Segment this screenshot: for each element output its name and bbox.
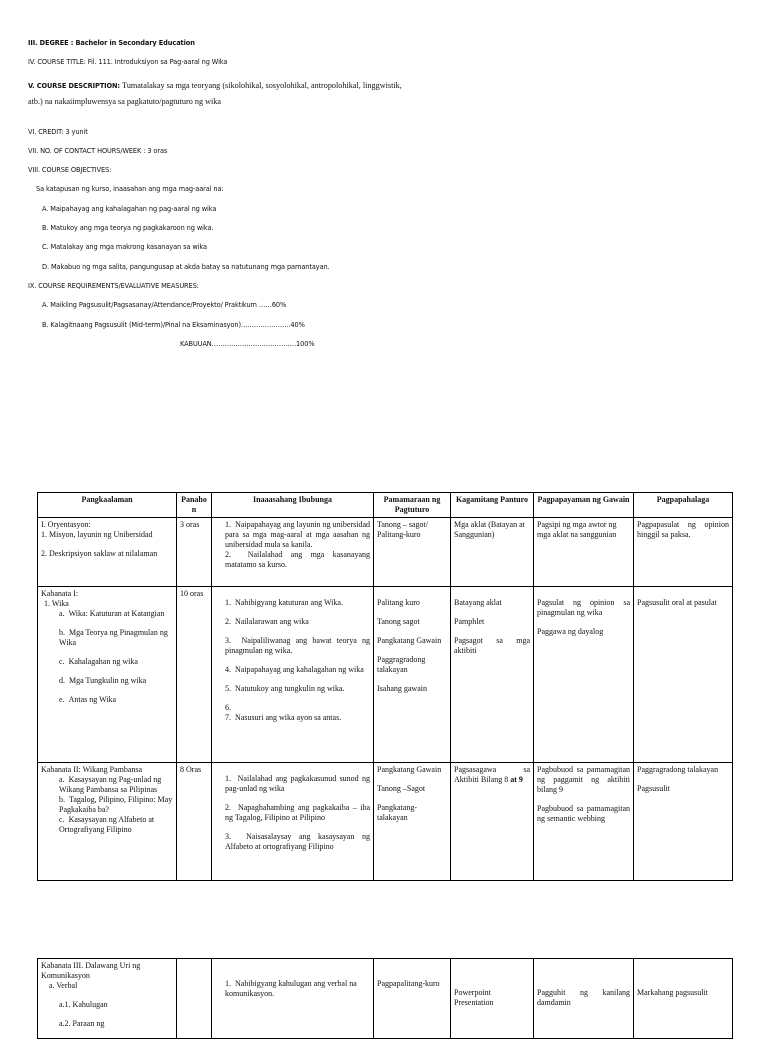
row4-method-text: Pagpapalitang-kuro (377, 979, 440, 988)
row1-topic (38, 518, 177, 587)
row2-outcome-3: 3. Naipaliliwanag ang bawat teorya ng pinagmulan ng wika. (225, 636, 371, 655)
row2-sub: 1. Wika (44, 599, 69, 608)
row2-values (634, 587, 733, 763)
row4-method (374, 959, 451, 1039)
row2-material-1: Batayang aklat (454, 598, 502, 607)
row4-outcomes (212, 959, 374, 1039)
syllabus-table-continued (37, 958, 733, 1039)
objective-a: A. Maipahayag ang kahalagahan ng pag-aaral ng wika (42, 205, 217, 213)
syllabus-table (37, 492, 733, 881)
row3-outcomes (212, 763, 374, 881)
row2-method-2: Tanong sagot (377, 617, 420, 626)
row2-topic-e: e. Antas ng Wika (59, 695, 117, 704)
course-description-label: V. COURSE DESCRIPTION: (28, 82, 123, 90)
table-row (38, 587, 733, 763)
course-description-line1 (28, 75, 402, 93)
row1-outcome-2: 2. Nailalahad ang mga kasanayang matatamo sa kurso. (225, 550, 370, 569)
row2-outcome-6: 6. (225, 703, 235, 712)
row3-topic-b: b. Tagalog, Pilipino, Filipino: May Pagkakaiba ba? (59, 795, 173, 814)
row2-topic-a: a. Wika: Katuturan at Katangian (59, 609, 165, 618)
row4-sub-1: a.1. Kahulugan (59, 1000, 108, 1009)
row3-outcome-3: 3. Naisasalaysay ang kasaysayan ng Alfabeto at ortografiyang Filipino (225, 832, 371, 851)
row2-enrichment-2: Paggawa ng dayalog (537, 627, 604, 636)
row3-methods (374, 763, 451, 881)
row4-topic (38, 959, 177, 1039)
row3-time: 8 Oras (177, 763, 212, 881)
row2-material-3: Pagsagot sa mga aktibiti (454, 636, 530, 655)
col-header-panahon: Panaho n (177, 493, 212, 518)
degree-line (28, 39, 195, 47)
objectives-title: VIII. COURSE OBJECTIVES: (28, 166, 112, 174)
row1-enrichment: Pagsipi ng mga awtor ng mga aklat na sanggunian (534, 518, 634, 587)
objective-c: C. Matalakay ang mga makrong kasanayan sa wika (42, 243, 207, 251)
requirements-title: IX. COURSE REQUIREMENTS/EVALUATIVE MEASURES: (28, 282, 199, 290)
row2-topic-b: b. Mga Teorya ng Pinagmulan ng Wika (59, 628, 168, 647)
row2-outcome-1: 1. Nabibigyang katuturan ang Wika. (225, 598, 343, 607)
row2-topic (38, 587, 177, 763)
row4-materials-text: Powerpoint Presentation (454, 988, 494, 1007)
course-title-line (28, 58, 227, 66)
row4-enrichment-text: Pagguhit ng kanilang damdamin (537, 988, 630, 1007)
course-title-text: IV. COURSE TITLE: Fil. 111. Introduksiyon sa Pag-aaral ng Wika (28, 58, 228, 66)
table-row (38, 518, 733, 587)
row3-values-1: Paggragradong talakayan (637, 765, 719, 774)
objective-d: D. Makabuo ng mga salita, pangungusap at akda batay sa natutunang mga pamantayan. (42, 263, 330, 271)
row3-values (634, 763, 733, 881)
row3-enrichment (534, 763, 634, 881)
row2-outcomes (212, 587, 374, 763)
row3-outcome-2: 2. Napaghahambing ang pagkakaiba – iba ng Tagalog, Filipino at Pilipino (225, 803, 370, 822)
table-row (38, 763, 733, 881)
row3-topic-c: c. Kasaysayan ng Alfabeto at Ortografiyang Filipino (59, 815, 155, 834)
row2-material-2: Pamphlet (454, 617, 485, 626)
row2-methods (374, 587, 451, 763)
row4-sub-2: a.2. Paraan ng (59, 1019, 105, 1028)
requirement-b: B. Kalagitnaang Pagsusulit (Mid-term)/Pinal na Eksaminasyon)…………………..40% (42, 321, 305, 329)
row2-enrichment (534, 587, 634, 763)
col-header-pagpapahalaga: Pagpapahalaga (634, 493, 733, 518)
table-row (38, 959, 733, 1039)
row2-method-1: Palitang kuro (377, 598, 420, 607)
row2-enrichment-1: Pagsulat ng opinion sa pinagmulan ng wika (537, 598, 630, 617)
row3-topic-a: a. Kasaysayan ng Pag-unlad ng Wikang Pambansa sa Pilipinas (59, 775, 162, 794)
row2-values-text: Pagsusulit oral at pasulat (637, 598, 717, 607)
col-header-pangkaalaman: Pangkaalaman (38, 493, 177, 518)
row3-method-3: Pangkatang-talakayan (377, 803, 417, 822)
row1-outcome-1: 1. Naipapahayag ang layunin ng unibersidad para sa mga mag-aaral at mga aasahan ng unibersidad mula sa kanila. (225, 520, 370, 549)
row1-topic-1: 1. Misyon, layunin ng Unibersidad (41, 530, 153, 539)
degree-text: III. DEGREE : Bachelor in Secondary Education (28, 39, 195, 47)
row2-chapter: Kabanata I: (41, 589, 79, 598)
row4-values (634, 959, 733, 1039)
row2-time: 10 oras (177, 587, 212, 763)
row3-enrichment-2: Pagbubuod sa pamamagitan ng semantic webbing (537, 804, 630, 823)
row3-materials-num: 9 (516, 775, 523, 784)
row2-materials (451, 587, 534, 763)
row2-outcome-2: 2. Nailalarawan ang wika (225, 617, 309, 626)
credit-line: VI. CREDIT: 3 yunit (28, 128, 88, 136)
row4-enrichment (534, 959, 634, 1039)
row1-values: Pagpapasulat ng opinion hinggil sa paksa. (634, 518, 733, 587)
col-header-pamamaraan: Pamamaraan ng Pagtuturo (374, 493, 451, 518)
course-description-line2: atb.) na nakaiimpluwensya sa pagkatuto/pagtuturo ng wika (28, 97, 222, 106)
col-header-kagamitan: Kagamitang Panturo (451, 493, 534, 518)
col-header-pagpapayaman: Pagpapayaman ng Gawain (534, 493, 634, 518)
table-header-row (38, 493, 733, 518)
row4-values-text: Markahang pagsusulit (637, 988, 708, 997)
row1-time: 3 oras (177, 518, 212, 587)
row2-outcome-5: 5. Natutukoy ang tungkulin ng wika. (225, 684, 345, 693)
row3-materials-at: at (510, 775, 517, 784)
row4-materials (451, 959, 534, 1039)
objectives-intro: Sa katapusan ng kurso, inaasahan ang mga mag-aaral na: (36, 185, 224, 193)
row3-method-1: Pangkatang Gawain (377, 765, 442, 774)
row3-values-2: Pagsusulit (637, 784, 670, 793)
row3-chapter: Kabanata II: Wikang Pambansa (41, 765, 143, 774)
objective-b: B. Matukoy ang mga teorya ng pagkakaroon ng wika. (42, 224, 214, 232)
col-header-ibubunga: Inaaasahang Ibubunga (212, 493, 374, 518)
row2-method-5: Isahang gawain (377, 684, 427, 693)
total-line: KABUUAN…………………………………100% (180, 340, 315, 348)
row2-topic-c: c. Kahalagahan ng wika (59, 657, 138, 666)
row1-topic-title: I. Oryentasyon: (41, 520, 91, 529)
row1-method: Tanong – sagot/ Palitang-kuro (374, 518, 451, 587)
row3-materials-text: Pagsasagawa sa Aktibiti Bilang 8 (454, 765, 530, 784)
course-description-text1: Tumatalakay sa mga teoryang (sikolohikal, sosyolohikal, antropolohikal, linggwistik, (122, 81, 402, 90)
requirement-a: A. Maikling Pagsusulit/Pagsasanay/Attendance/Proyekto/ Praktikum ……60% (42, 301, 287, 309)
row4-outcome-1: 1. Nabibigyang kahulugan ang verbal na komunikasyon. (225, 979, 357, 998)
row2-topic-d: d. Mga Tungkulin ng wika (59, 676, 147, 685)
row4-sub: a. Verbal (49, 981, 78, 990)
row3-topic (38, 763, 177, 881)
row4-chapter: Kabanata III. Dalawang Uri ng Komunikasyon (41, 961, 141, 980)
row2-outcome-4: 4. Naipapahayag ang kahalagahan ng wika (225, 665, 364, 674)
row1-materials: Mga aklat (Batayan at Sanggunian) (451, 518, 534, 587)
row2-method-3: Pangkatang Gawain (377, 636, 442, 645)
row2-outcome-7: 7. Nasusuri ang wika ayon sa antas. (225, 713, 342, 722)
contact-hours-line: VII. NO. OF CONTACT HOURS/WEEK : 3 oras (28, 147, 168, 155)
row1-topic-2: 2. Deskripsiyon saklaw at nilalaman (41, 549, 158, 558)
row3-enrichment-1: Pagbubuod sa pamamagitan ng paggamit ng aktibiti bilang 9 (537, 765, 630, 794)
row3-materials (451, 763, 534, 881)
row3-outcome-1: 1. Nailalahad ang pagkakasunud sunod ng pag-unlad ng wika (225, 774, 370, 793)
row3-method-2: Tanong –Sagot (377, 784, 426, 793)
row2-method-4: Paggragradong talakayan (377, 655, 426, 674)
row4-time (177, 959, 212, 1039)
row1-outcomes (212, 518, 374, 587)
